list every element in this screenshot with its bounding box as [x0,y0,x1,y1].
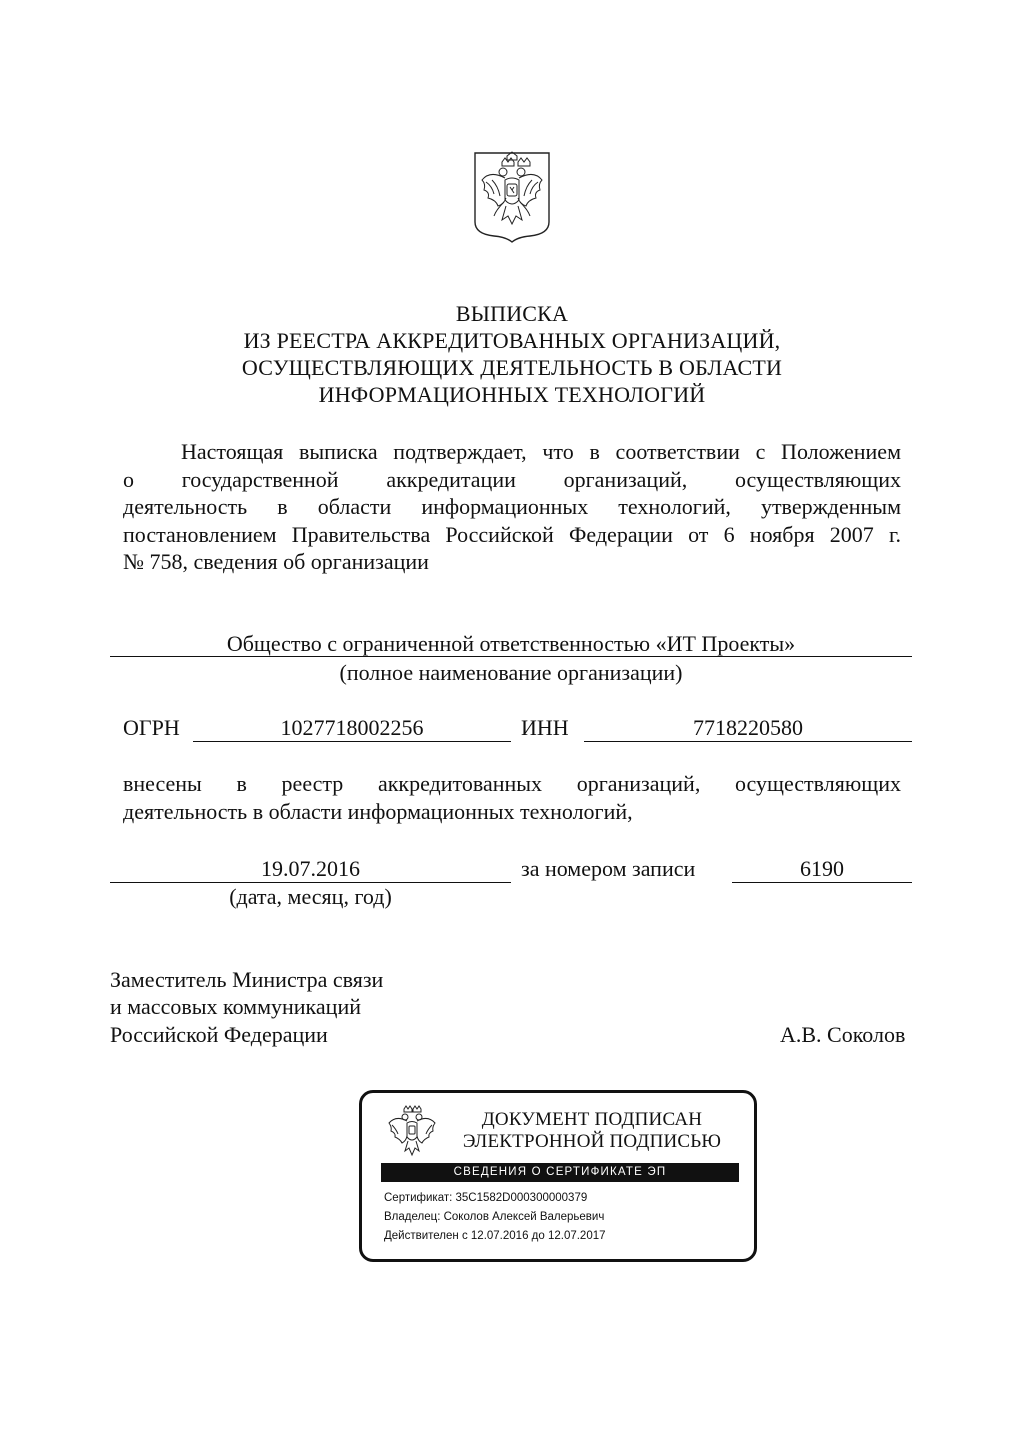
org-full-name: Общество с ограниченной ответственностью «ИТ Проекты» [226,631,796,656]
registration-date: 19.07.2016 [261,856,360,881]
record-label: за номером записи [521,856,696,881]
certificate-number: Сертификат: 35C1582D000300000379 [384,1192,588,1204]
coat-of-arms-icon [472,150,552,244]
registration-text: деятельность в области информационных технологий, [123,799,633,824]
certificate-info-bar: СВЕДЕНИЯ О СЕРТИФИКАТЕ ЭП [381,1163,739,1182]
title-line: ИЗ РЕЕСТРА АККРЕДИТОВАННЫХ ОРГАНИЗАЦИЙ, [243,328,781,353]
registration-paragraph [123,770,901,826]
position-line: Российской Федерации [110,1022,328,1047]
stamp-title-line: ЭЛЕКТРОННОЙ ПОДПИСЬЮ [462,1131,722,1152]
ogrn-value: 1027718002256 [280,715,424,740]
intro-text: Настоящая выписка подтверждает, что в соответствии с Положением [181,439,901,464]
title-line: ОСУЩЕСТВЛЯЮЩИХ ДЕЯТЕЛЬНОСТЬ В ОБЛАСТИ [241,355,783,380]
record-number: 6190 [800,856,844,881]
certificate-owner: Владелец: Соколов Алексей Валерьевич [384,1211,605,1223]
title-line: ИНФОРМАЦИОННЫХ ТЕХНОЛОГИЙ [318,382,706,407]
signatory-name: А.В. Соколов [780,1022,906,1047]
intro-text: № 758, сведения об организации [123,549,429,574]
intro-text: постановлением Правительства Российской Федерации от 6 ноября 2007 г. [123,521,901,547]
org-name-caption: (полное наименование организации) [339,660,683,685]
intro-paragraph [123,438,901,576]
intro-text: о государственной аккредитации организаций, осуществляющих [123,466,901,492]
title-line: ВЫПИСКА [455,301,569,326]
ogrn-label: ОГРН [123,715,180,740]
date-caption: (дата, месяц, год) [229,884,392,909]
position-line: Заместитель Министра связи [110,967,384,992]
e-signature-stamp [359,1090,757,1262]
inn-label: ИНН [521,715,569,740]
registration-text: внесены в реестр аккредитованных организаций, осуществляющих [123,771,901,796]
inn-value: 7718220580 [693,715,803,740]
position-line: и массовых коммуникаций [110,994,361,1019]
certificate-validity: Действителен с 12.07.2016 до 12.07.2017 [384,1230,606,1242]
intro-text: деятельность в области информационных технологий, утвержденным [123,494,901,519]
coat-of-arms-icon [386,1103,438,1161]
stamp-title-line: ДОКУМЕНТ ПОДПИСАН [481,1109,703,1130]
